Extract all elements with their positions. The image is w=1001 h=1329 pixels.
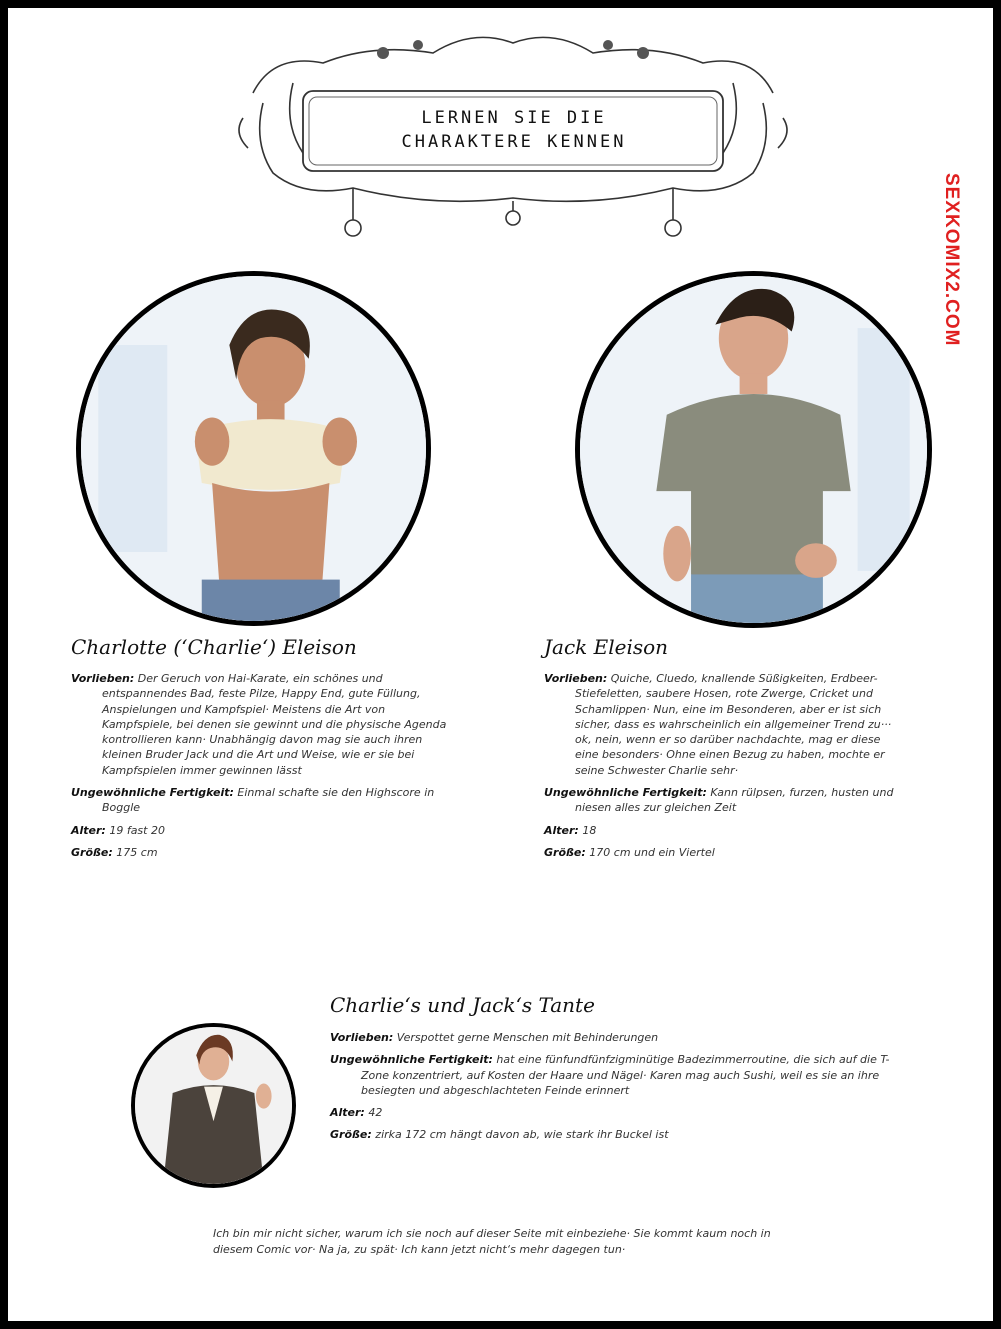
likes-label: Vorlieben: <box>544 672 608 685</box>
jack-portrait <box>575 271 932 628</box>
charlotte-portrait <box>76 271 431 626</box>
charlotte-age <box>71 823 456 838</box>
jack-skill <box>544 785 904 816</box>
aunt-illustration <box>135 1027 292 1184</box>
charlotte-likes <box>71 671 456 778</box>
charlotte-name: Charlotte (‘Charlie‘) Eleison <box>71 635 357 659</box>
likes-value: Verspottet gerne Menschen mit Behinderungen <box>396 1031 659 1044</box>
skill-value: hat eine fünfundfünfzigminütige Badezimmerroutine, die sich auf die T-Zone konzentriert, auf Kosten der Haare und Nägel· Karen mag auch Sushi, weil es sie an ihre besiegten und abgeschlachteten Feinde erinnert <box>361 1053 890 1097</box>
banner-title: LERNEN SIE DIE CHARAKTERE KENNEN <box>401 108 627 152</box>
likes-label: Vorlieben: <box>330 1031 394 1044</box>
age-value: 42 <box>368 1106 383 1120</box>
character-page <box>8 8 993 1321</box>
height-value: 170 cm und ein Viertel <box>589 845 715 859</box>
skill-label: Ungewöhnliche Fertigkeit: <box>544 786 707 800</box>
footer-note: Ich bin mir nicht sicher, warum ich sie noch auf dieser Seite mit einbeziehe· Sie kommt kaum noch in diesem Comic vor· Na ja, zu spät· Ich kann jetzt nicht‘s mehr dagegen tun· <box>213 1227 771 1256</box>
aunt-skill <box>330 1052 890 1098</box>
charlotte-height <box>71 845 456 860</box>
age-value: 19 fast 20 <box>109 823 165 837</box>
age-label: Alter: <box>544 823 579 837</box>
age-label: Alter: <box>330 1106 365 1120</box>
jack-likes <box>544 671 904 778</box>
charlotte-skill <box>71 785 456 816</box>
charlotte-details <box>71 671 456 867</box>
skill-value: Kann rülpsen, furzen, husten und niesen alles zur gleichen Zeit <box>575 786 894 815</box>
aunt-details <box>330 1030 890 1150</box>
age-label: Alter: <box>71 823 106 837</box>
aunt-likes <box>330 1030 890 1045</box>
skill-label: Ungewöhnliche Fertigkeit: <box>71 786 234 800</box>
jack-name: Jack Eleison <box>544 635 669 659</box>
likes-value: Der Geruch von Hai-Karate, ein schönes und entspannendes Bad, feste Pilze, Happy End, gute Füllung, Anspielungen und Kampfspiel· Meistens die Art von Kampfspiele, bei denen sie gewinnt und die physische Agenda kontrollieren kann· Unabhängig davon mag sie auch ihren kleinen Bruder Jack und die Art und Weise, wie er sie bei Kampfspielen immer gewinnen lässt <box>102 672 447 777</box>
aunt-age <box>330 1105 890 1120</box>
height-label: Größe: <box>71 845 113 859</box>
likes-value: Quiche, Cluedo, knallende Süßigkeiten, Erdbeer-Stiefeletten, saubere Hosen, rote Zwerge, Cricket und Schamlippen· Nun, eine im Besonderen, aber er ist sich sicher, dass es wahrscheinlich ein allgemeiner Trend zu··· ok, nein, wenn er so darüber nachdachte, mag er diese eine besonders· Ohne einen Bezug zu haben, mochte er seine Schwester Charlie sehr· <box>575 672 892 777</box>
height-label: Größe: <box>330 1128 372 1142</box>
height-value: 175 cm <box>116 845 158 859</box>
jack-details <box>544 671 904 867</box>
skill-value: Einmal schafte sie den Highscore in Boggle <box>102 786 435 815</box>
jack-illustration <box>580 276 927 623</box>
height-value: zirka 172 cm hängt davon ab, wie stark ihr Buckel ist <box>375 1128 669 1142</box>
site-watermark: SEXKOMIX2.COM <box>941 173 962 347</box>
charlotte-illustration <box>81 276 426 621</box>
height-label: Größe: <box>544 845 586 859</box>
skill-label: Ungewöhnliche Fertigkeit: <box>330 1053 493 1067</box>
jack-age <box>544 823 904 838</box>
age-value: 18 <box>582 823 597 837</box>
likes-label: Vorlieben: <box>71 672 135 685</box>
aunt-name: Charlie‘s und Jack‘s Tante <box>330 993 595 1017</box>
jack-height <box>544 845 904 860</box>
aunt-portrait <box>131 1023 296 1188</box>
aunt-height <box>330 1127 890 1142</box>
